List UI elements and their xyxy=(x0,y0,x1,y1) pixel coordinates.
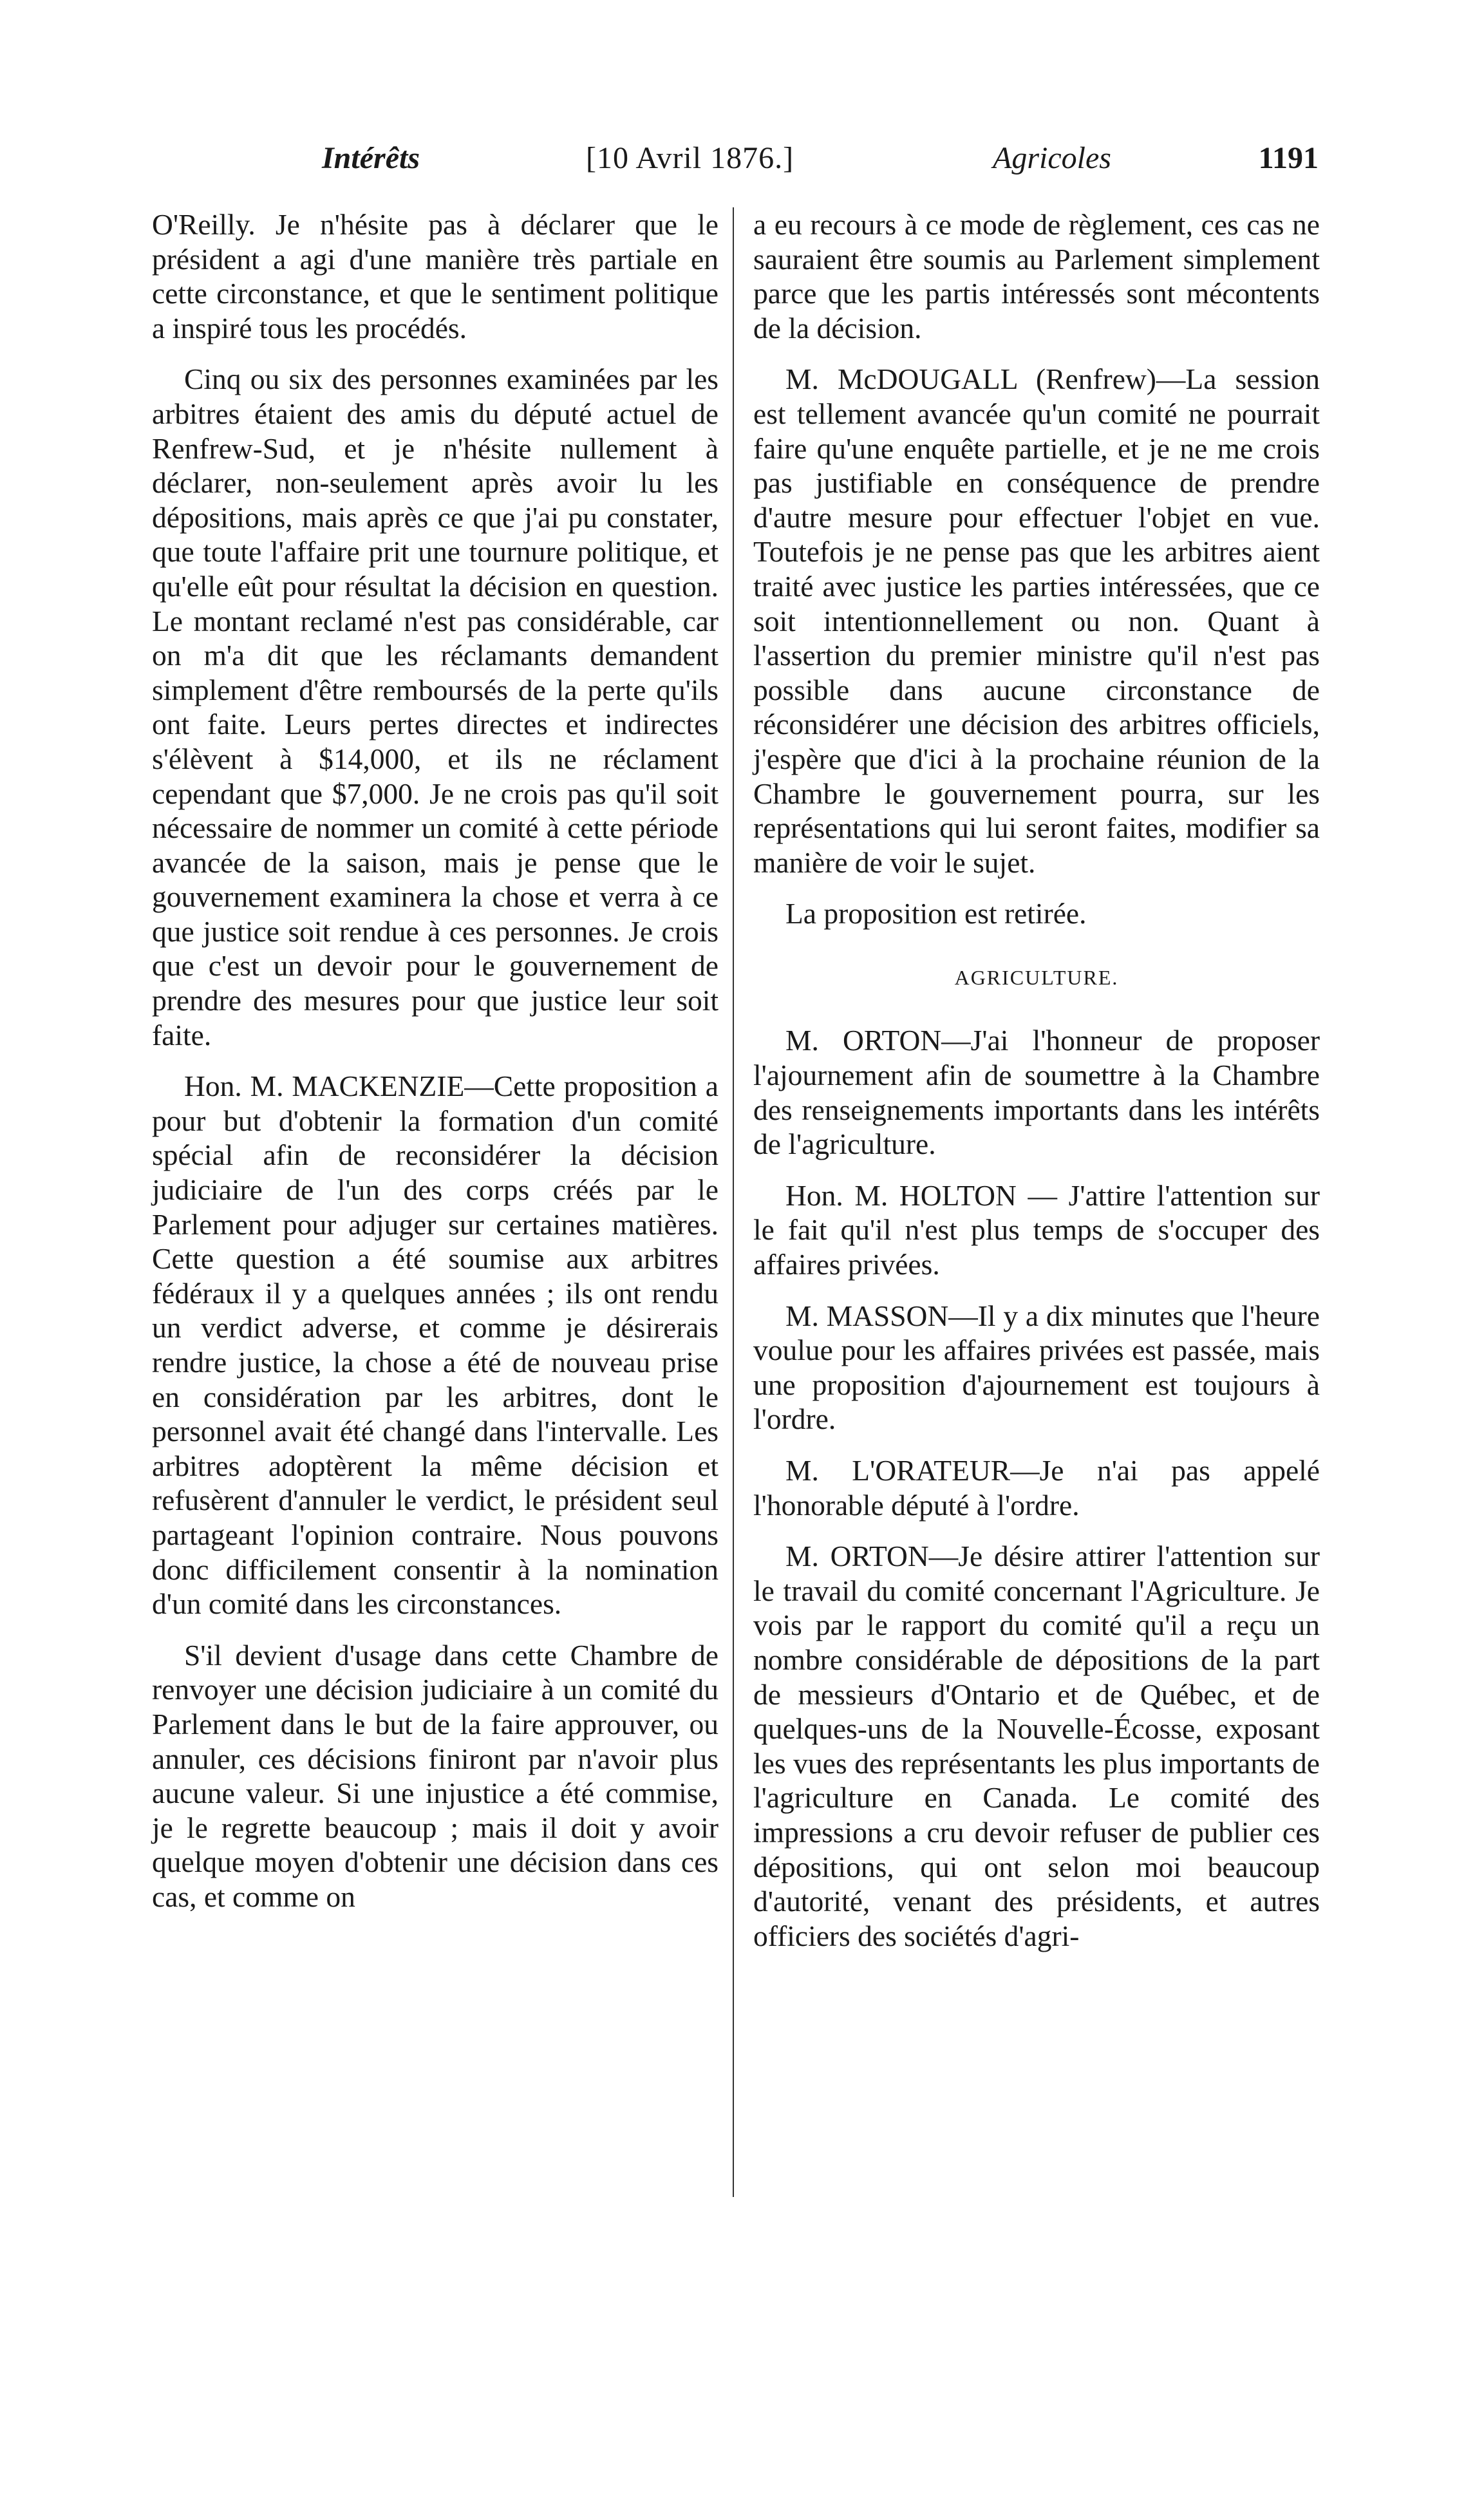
header-date: [10 Avril 1876.] xyxy=(586,141,794,175)
section-heading: AGRICULTURE. xyxy=(954,965,1119,989)
paragraph: M. ORTON—J'ai l'honneur de proposer l'ajournement afin de soumettre à la Chambre des renseignements importants dans les intérêts de l'agriculture. xyxy=(753,1024,1320,1161)
header-left-title: Intérêts xyxy=(322,141,420,175)
paragraph: Hon. M. HOLTON — J'attire l'attention sur le fait qu'il n'est plus temps de s'occuper des affaires privées. xyxy=(753,1178,1320,1281)
paragraph: Cinq ou six des personnes examinées par les arbitres étaient des amis du député actuel de Renfrew-Sud, et je n'hésite nullement à déclarer, non-seulement après avoir lu les dépositions, mais après ce que j'ai pu constater, que toute l'affaire prit une tournure politique, et qu'elle eût pour résultat la décision en question. Le montant reclamé n'est pas considérable, car on m'a dit que les réclamants demandent simplement d'être remboursés de la perte qu'ils ont faite. Leurs pertes directes et indirectes s'élèvent à $14,000, et ils ne réclament cependant que $7,000. Je ne crois pas qu'il soit nécessaire de nommer un comité à cette période avancée de la saison, mais je pense que le gouvernement examinera la chose et verra à ce que justice soit rendue à ces personnes. Je crois que c'est un devoir pour le gouvernement de prendre des mesures pour que justice leur soit faite. xyxy=(152,363,719,1051)
paragraph: Hon. M. MACKENZIE—Cette proposition a pour but d'obtenir la formation d'un comité spécial afin de reconsidérer la décision judiciaire de l'un des corps créés par le Parlement pour adjuger sur certaines matières. Cette question a été soumise aux arbitres fédéraux il y a quelques années ; ils ont rendu un verdict adverse, et comme je désirerais rendre justice, la chose a été de nouveau prise en considération par les arbitres, dont le personnel avait été changé dans l'intervalle. Les arbitres adoptèrent la même décision et refusèrent d'annuler le verdict, le président seul partageant l'opinion contraire. Nous pouvons donc difficilement consentir à la nomination d'un comité dans les circonstances. xyxy=(152,1070,719,1621)
paragraph: M. McDOUGALL (Renfrew)—La session est tellement avancée qu'un comité ne pourrait faire qu'une enquête partielle, et je ne me crois pas justifiable en conséquence de prendre d'autre mesure pour effectuer l'objet en vue. Toutefois je ne pense pas que les arbitres aient traité avec justice les parties intéressées, que ce soit intentionnellement ou non. Quant à l'assertion du premier ministre qu'il n'est pas possible dans aucune circonstance de réconsidérer une décision des arbitres officiels, j'espère que d'ici à la prochaine réunion de la Chambre le gouvernement pourra, sur les représentations qui lui seront faites, modifier sa manière de voir le sujet. xyxy=(753,363,1320,879)
right-column xyxy=(753,207,1320,1970)
paragraph: S'il devient d'usage dans cette Chambre de renvoyer une décision judiciaire à un comité du Parlement dans le but de la faire approuver, ou annuler, ces décisions finiront par n'avoir plus aucune valeur. Si une injustice a été commise, je le regrette beaucoup ; mais il doit y avoir quelque moyen d'obtenir une décision dans ces cas, et comme on xyxy=(152,1638,719,1913)
paragraph: M. L'ORATEUR—Je n'ai pas appelé l'honorable député à l'ordre. xyxy=(753,1454,1320,1522)
paragraph: M. MASSON—Il y a dix minutes que l'heure voulue pour les affaires privées est passée, mais une proposition d'ajournement est toujours à l'ordre. xyxy=(753,1299,1320,1436)
paragraph: O'Reilly. Je n'hésite pas à déclarer que le président a agi d'une manière très partiale en cette circonstance, et que le sentiment politique a inspiré tous les procédés. xyxy=(152,208,719,344)
left-column xyxy=(152,207,719,1931)
column-divider xyxy=(733,207,734,2197)
paragraph: M. ORTON—Je désire attirer l'attention sur le travail du comité concernant l'Agriculture. Je vois par le rapport du comité qu'il a reçu un nombre considérable de dépositions de la part de messieurs d'Ontario et de Québec, et de quelques-uns de la Nouvelle-Écosse, exposant les vues des représentants les plus importants de l'agriculture en Canada. Le comité des impressions a cru devoir refuser de publier ces dépositions, qui ont selon moi beaucoup d'autorité, venant des présidents, et autres officiers des sociétés d'agri- xyxy=(753,1540,1320,1952)
header-right-title: Agricoles xyxy=(993,141,1111,175)
page-header xyxy=(206,140,1319,192)
page-number: 1191 xyxy=(1258,141,1319,175)
paragraph: a eu recours à ce mode de règlement, ces cas ne sauraient être soumis au Parlement simplement parce que les partis intéressés sont mécontents de la décision. xyxy=(753,208,1320,344)
paragraph: La proposition est retirée. xyxy=(785,897,1087,930)
